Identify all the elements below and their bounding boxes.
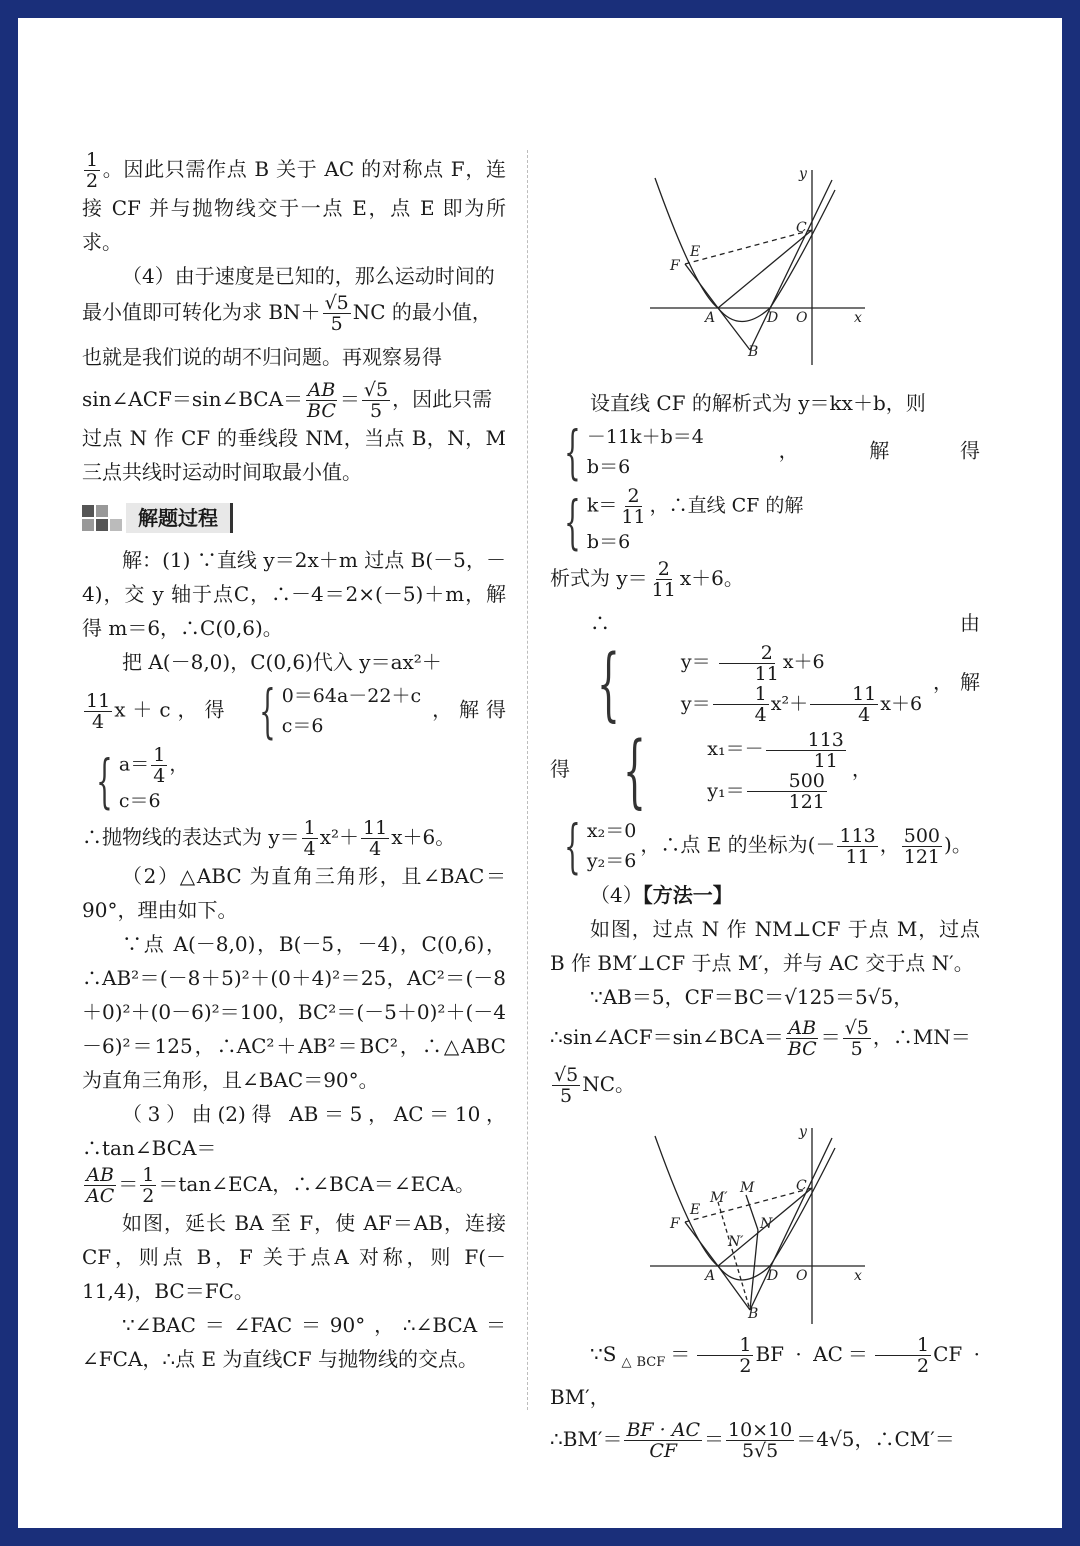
solution-6: ∵点 A(－8,0)，B(－5，－4)，C(0,6)，∴AB²＝(－8＋5)²＋(0＋4)²＝25，AC²＝(－8＋0)²＋(0－6)²＝100，BC²＝(－5＋0)²＋(－4－6)²＝125，∴AC²＋AB²＝BC²，∴△ABC 为直角三角形，且∠BAC＝90°。 [82,932,506,1092]
segment-AB [718,308,750,350]
equation-system: { k＝ $\frac{2}{11}$ ，∴直线 CF 的解 b＝6 [564,485,804,556]
segment-NB [750,1230,758,1310]
paragraph-r6: （4）【方法一】 [590,883,733,907]
segment-FC [685,230,812,264]
label-x: x [854,310,862,326]
paragraph-r12: ∴BM′＝ $\frac{BF \cdot AC}{CF}$ ＝ $\frac{10\times 10}{5√5}$ ＝4√5，∴CM′＝ [550,1419,955,1462]
fraction: $\frac{BF \cdot AC}{CF}$ [626,1419,700,1462]
label-A: A [705,310,716,326]
section-heading-text: 解题过程 [126,503,233,533]
parabola-curve [655,178,835,322]
paragraph-r9: ∴sin∠ACF＝sin∠BCA＝ $\frac{AB}{BC}$ ＝ $\frac{√5}{5}$ ，∴MN＝ [550,1017,971,1060]
solution-1: 解：(1) ∵直线 y＝2x＋m 过点 B(－5，－4)，交 y 轴于点C，∴－4＝2×(－5)＋m，解得 m＝6，∴C(0,6)。 [82,548,506,640]
fraction: $\frac{√5}{5}$ [363,379,389,422]
solution-10: ∵∠BAC＝∠FAC＝90°，∴∠BCA＝∠FCA，∴点 E 为直线CF 与抛物线的交点。 [82,1313,506,1371]
label-M: M [740,1180,755,1196]
paragraph-r11: $\because S_{\triangle BCF}=$ $\frac{1}{2}$ BF · AC＝ $\frac{1}{2}$ CF · BM′， [550,1334,980,1409]
fraction: $\frac{11}{4}$ [86,689,111,733]
solution-3: $\frac{11}{4}$ x＋c，得 { 0＝64a－22＋c c＝6 ，解得 { a＝ $\frac{1}{4}$ ， c＝6 [86,677,507,815]
solution-9: 如图，延长 BA 至 F，使 AF＝AB，连接 CF，则点 B，F 关于点A 对称，则 F(－11,4)，BC＝FC。 [82,1211,506,1303]
segment-FA [685,264,718,308]
paragraph-r10: $\frac{√5}{5}$ NC。 [554,1064,636,1107]
paragraph-r4: ∴由 { y＝ $\frac{2}{11}$ x＋6 y＝ $\frac{1}{4}$ x²＋ $\frac{11}{4}$ x＋6 ，解得 { x₁＝－ $\frac{113}{11}$ y₁＝ $\frac{500}{121}$ ， [550,611,980,817]
paragraph-4: 也就是我们说的胡不归问题。再观察易得 [82,345,442,369]
equation-system: { x₂＝0 y₂＝6 [564,812,637,880]
fraction: $\frac{√5}{5}$ [844,1017,869,1060]
fraction: $\frac{1}{2}$ [875,1335,931,1376]
solution-7: （3）由(2)得 AB＝5，AC＝10，∴tan∠BCA＝ [82,1102,506,1160]
label-x: x [854,1268,862,1284]
fraction: $\frac{1}{2}$ [697,1335,753,1376]
label-C: C [796,1178,807,1194]
parabola-curve [655,1136,835,1280]
fraction: $\frac{113}{11}$ [839,824,876,868]
paragraph-r2: { －11k＋b＝4 b＝6 ，解得 { k＝ $\frac{2}{11}$ ，∴直线 CF 的解 b＝6 [550,420,980,559]
label-F: F [670,258,680,274]
fraction: $\frac{1}{4}$ [303,817,316,860]
solution-8: $\frac{AB}{AC}$ ＝ $\frac{1}{2}$ ＝tan∠ECA，∴∠BCA＝∠ECA。 [86,1164,475,1207]
equation-system: { －11k＋b＝4 b＝6 [564,418,704,486]
label-E: E [690,244,701,260]
fraction: $\frac{AB}{BC}$ [307,379,336,422]
segment-MN [746,1195,758,1230]
paragraph-5: sin∠ACF＝sin∠BCA＝ $\frac{AB}{BC}$ ＝ $\frac{√5}{5}$ ，因此只需 [82,379,493,422]
paragraph-r7: 如图，过点 N 作 NM⊥CF 于点 M，过点 B 作 BM′⊥CF 于点 M′，并与 AC 交于点 N′。 [550,917,980,975]
label-N: N [760,1216,773,1232]
paragraph-1: $\frac{1}{2}$ 。因此只需作点 B 关于 AC 的对称点 F，连接 CF 并与抛物线交于一点 E，点 E 即为所求。 [82,149,506,254]
label-E: E [690,1202,701,1218]
heading-decoration-icon [82,505,122,531]
paragraph-r5: { x₂＝0 y₂＝6 ，∴点 E 的坐标为(－ $\frac{113}{11}$ ， $\frac{500}{121}$ )。 [550,814,980,878]
paragraph-r3: 析式为 y＝ $\frac{2}{11}$ x＋6。 [550,558,744,601]
figure-2-parabola [550,1114,980,1329]
solution-4: ∴抛物线的表达式为 y＝ $\frac{1}{4}$ x²＋ $\frac{11}{4}$ x＋6。 [82,817,456,860]
label-y: y [799,166,807,182]
label-F: F [670,1216,680,1232]
section-heading [82,503,506,533]
left-column [82,150,506,1376]
segment-AC [718,230,812,308]
label-y: y [799,1124,807,1140]
label-N-prime: N′ [728,1234,744,1250]
solution-2: 把 A(－8,0)，C(0,6)代入 y＝ax²＋ [122,650,442,674]
segment-BM1 [718,1202,750,1310]
fraction: $\frac{10\times 10}{5√5}$ [727,1419,793,1462]
fraction: $\frac{√5}{5}$ [554,1064,579,1107]
solution-5: （2）△ABC 为直角三角形，且∠BAC＝90°，理由如下。 [82,864,506,922]
fraction: $\frac{AB}{AC}$ [86,1164,115,1207]
paragraph-6: 过点 N 作 CF 的垂线段 NM，当点 B，N，M 三点共线时运动时间取最小值。 [82,426,506,484]
label-A: A [705,1268,716,1284]
column-separator [527,150,528,1410]
paragraph-3: 最小值即可转化为求 BN＋ $\frac{√5}{5}$ NC 的最小值， [82,292,492,335]
paragraph-2: （4）由于速度是已知的，那么运动时间的 [122,264,495,288]
paragraph-r1: 设直线 CF 的解析式为 y＝kx＋b，则 [590,391,926,415]
label-B: B [748,344,759,360]
paragraph-r8: ∵AB＝5，CF＝BC＝√125＝5√5， [590,985,914,1009]
segment-FA [685,1222,718,1266]
equation-system: { y＝ $\frac{2}{11}$ x＋6 y＝ $\frac{1}{4}$ x²＋ $\frac{11}{4}$ x＋6 [596,636,923,730]
fraction: $\frac{11}{4}$ [363,817,388,860]
fraction: $\frac{1}{2}$ [86,149,99,192]
equation-system: { 0＝64a－22＋c c＝6 [258,677,422,745]
right-column [550,150,980,1461]
label-O: O [796,310,808,326]
label-D: D [767,310,779,326]
label-D: D [767,1268,779,1284]
fraction: $\frac{500}{121}$ [903,824,941,868]
figure-1-parabola [550,150,980,380]
fraction: $\frac{√5}{5}$ [324,292,349,335]
label-C: C [796,220,807,236]
fraction: $\frac{AB}{BC}$ [787,1017,817,1060]
fraction: $\frac{1}{2}$ [142,1164,155,1207]
equation-system: { a＝ $\frac{1}{4}$ ， c＝6 [96,744,189,815]
segment-AB [718,1266,750,1310]
line-BC [750,180,832,350]
fraction: $\frac{2}{11}$ [651,558,676,601]
label-M-prime: M′ [710,1190,728,1206]
equation-system: { x₁＝－ $\frac{113}{11}$ y₁＝ $\frac{500}{121}$ [623,723,844,817]
label-B: B [748,1306,759,1322]
label-O: O [796,1268,808,1284]
